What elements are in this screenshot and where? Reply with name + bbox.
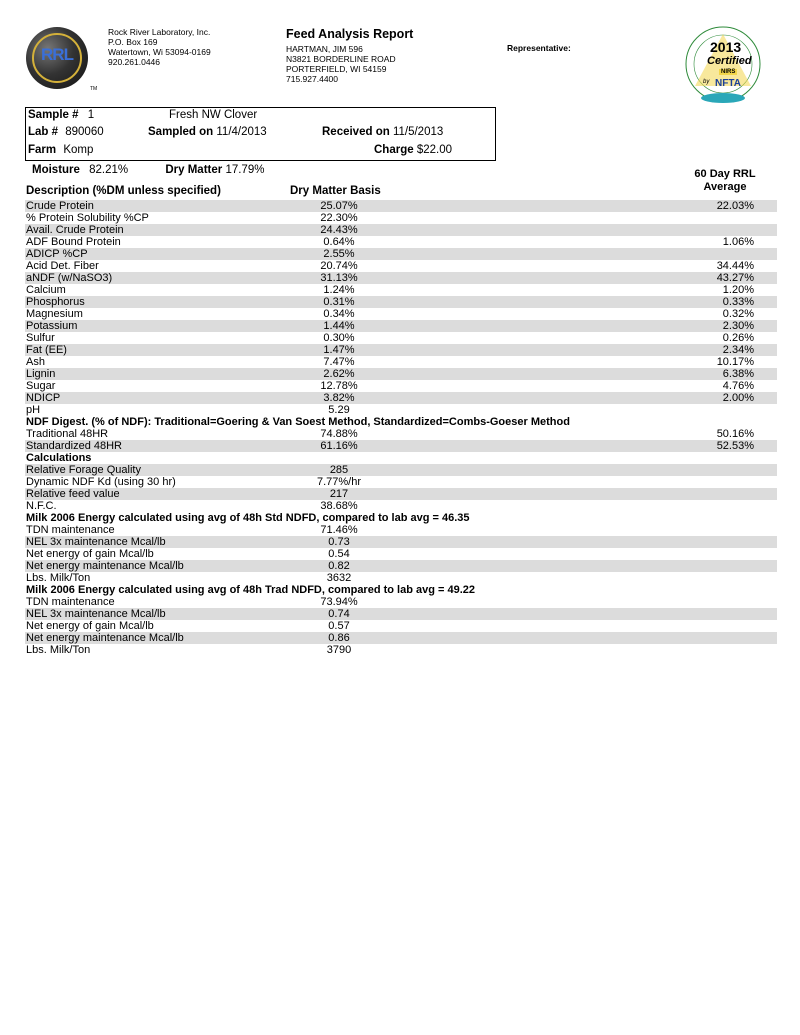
row-description: aNDF (w/NaSO3) (26, 272, 113, 284)
row-description: Sulfur (26, 332, 55, 344)
row-dry-matter-value: 3790 (326, 644, 352, 656)
row-description: Relative Forage Quality (26, 464, 141, 476)
sample-description: Fresh NW Clover (169, 109, 258, 121)
farm-row (28, 144, 493, 157)
table-row (25, 308, 777, 320)
row-rrl-average: 50.16% (716, 428, 754, 440)
row-dry-matter-value: 0.64% (323, 236, 355, 248)
row-description: Magnesium (26, 308, 83, 320)
row-rrl-average: 22.03% (716, 200, 754, 212)
table-row (25, 236, 777, 248)
dry-matter-value: 17.79% (225, 164, 265, 176)
table-row (25, 464, 777, 476)
row-description: % Protein Solubility %CP (26, 212, 149, 224)
row-rrl-average: 2.30% (722, 320, 754, 332)
lab-logo (26, 27, 88, 89)
row-description: Ash (26, 356, 45, 368)
table-row (25, 344, 777, 356)
analysis-table (25, 200, 777, 656)
row-rrl-average: 10.17% (716, 356, 754, 368)
client-address-1: N3821 BORDERLINE ROAD (286, 54, 396, 64)
row-dry-matter-value: 7.47% (323, 356, 355, 368)
row-rrl-average: 4.76% (722, 380, 754, 392)
sampled-on-label: Sampled on (148, 126, 214, 138)
charge-amount: $22.00 (416, 144, 453, 156)
sample-number: 1 (87, 109, 95, 121)
rrl-average-header-line-1: 60 Day RRL (694, 168, 756, 180)
client-address-2: PORTERFIELD, WI 54159 (286, 64, 387, 74)
row-description: Potassium (26, 320, 78, 332)
row-dry-matter-value: 1.24% (323, 284, 355, 296)
moisture-value: 82.21% (89, 164, 129, 176)
received-on-label: Received on (322, 126, 390, 138)
lab-number-label: Lab # (28, 126, 59, 138)
row-description: Avail. Crude Protein (26, 224, 124, 236)
moisture-row (32, 164, 264, 176)
table-row (25, 272, 777, 284)
row-dry-matter-value: 0.73 (328, 536, 350, 548)
row-rrl-average: 0.33% (722, 296, 754, 308)
row-dry-matter-value: 74.88% (320, 428, 358, 440)
row-dry-matter-value: 0.31% (323, 296, 355, 308)
row-description: Milk 2006 Energy calculated using avg of 48h Trad NDFD, compared to lab avg = 49.22 (26, 584, 476, 596)
row-description: TDN maintenance (26, 596, 115, 608)
row-description: TDN maintenance (26, 524, 115, 536)
moisture-label: Moisture (32, 164, 80, 176)
lab-address-2: Watertown, Wi 53094-0169 (108, 47, 211, 57)
client-info (286, 44, 396, 84)
row-dry-matter-value: 61.16% (320, 440, 358, 452)
rrl-average-header-line-2: Average (703, 181, 747, 193)
row-description: N.F.C. (26, 500, 57, 512)
client-phone: 715.927.4400 (286, 74, 338, 84)
row-description: NEL 3x maintenance Mcal/lb (26, 608, 166, 620)
sampled-on-date: 11/4/2013 (216, 126, 267, 138)
table-row (25, 476, 777, 488)
row-description: Standardized 48HR (26, 440, 123, 452)
row-description: Milk 2006 Energy calculated using avg of 48h Std NDFD, compared to lab avg = 46.35 (26, 512, 470, 524)
table-row (25, 320, 777, 332)
row-description: Lbs. Milk/Ton (26, 644, 91, 656)
row-description: Net energy of gain Mcal/lb (26, 620, 154, 632)
table-row (25, 572, 777, 584)
row-description: ADF Bound Protein (26, 236, 121, 248)
row-dry-matter-value: 12.78% (320, 380, 358, 392)
row-dry-matter-value: 0.74 (328, 608, 350, 620)
dry-matter-column-header: Dry Matter Basis (290, 185, 381, 197)
farm-label: Farm (28, 144, 57, 156)
row-description: Fat (EE) (26, 344, 67, 356)
table-row (25, 608, 777, 620)
row-dry-matter-value: 3.82% (323, 392, 355, 404)
section-heading-row (25, 416, 777, 428)
row-dry-matter-value: 22.30% (320, 212, 358, 224)
row-dry-matter-value: 24.43% (320, 224, 358, 236)
row-description: ADICP %CP (26, 248, 88, 260)
row-rrl-average: 43.27% (716, 272, 754, 284)
row-dry-matter-value: 285 (329, 464, 349, 476)
row-dry-matter-value: 0.57 (328, 620, 350, 632)
lab-address-1: P.O. Box 169 (108, 37, 158, 47)
charge-label: Charge (374, 144, 414, 156)
badge-certified: Certified (707, 55, 752, 67)
row-dry-matter-value: 20.74% (320, 260, 358, 272)
lab-number: 890060 (65, 126, 104, 138)
row-description: Acid Det. Fiber (26, 260, 99, 272)
row-dry-matter-value: 0.34% (323, 308, 355, 320)
row-description: Dynamic NDF Kd (using 30 hr) (26, 476, 176, 488)
row-rrl-average: 0.32% (722, 308, 754, 320)
row-description: NDICP (26, 392, 61, 404)
row-description: Calcium (26, 284, 66, 296)
section-heading-row (25, 452, 777, 464)
table-row (25, 368, 777, 380)
row-description: Crude Protein (26, 200, 94, 212)
row-description: Sugar (26, 380, 56, 392)
table-row (25, 500, 777, 512)
row-rrl-average: 2.34% (722, 344, 754, 356)
table-row (25, 548, 777, 560)
table-row (25, 524, 777, 536)
section-heading-row (25, 584, 777, 596)
row-description: Traditional 48HR (26, 428, 109, 440)
lab-phone: 920.261.0446 (108, 57, 160, 67)
row-description: Net energy maintenance Mcal/lb (26, 632, 184, 644)
table-row (25, 212, 777, 224)
representative-label: Representative: (507, 43, 571, 53)
table-row (25, 428, 777, 440)
row-dry-matter-value: 5.29 (328, 404, 350, 416)
row-rrl-average: 2.00% (722, 392, 754, 404)
row-dry-matter-value: 25.07% (320, 200, 358, 212)
badge-nirs: NIRS (721, 69, 736, 75)
row-dry-matter-value: 217 (329, 488, 349, 500)
table-row (25, 620, 777, 632)
row-rrl-average: 52.53% (716, 440, 754, 452)
badge-by: by (703, 79, 710, 85)
row-rrl-average: 1.20% (722, 284, 754, 296)
table-row (25, 644, 777, 656)
row-description: Net energy of gain Mcal/lb (26, 548, 154, 560)
row-dry-matter-value: 2.55% (323, 248, 355, 260)
report-title: Feed Analysis Report (286, 27, 414, 41)
table-row (25, 248, 777, 260)
row-description: NEL 3x maintenance Mcal/lb (26, 536, 166, 548)
description-column-header: Description (%DM unless specified) (26, 185, 221, 197)
row-dry-matter-value: 0.82 (328, 560, 350, 572)
table-row (25, 260, 777, 272)
sample-info-box (25, 107, 496, 161)
row-rrl-average: 0.26% (722, 332, 754, 344)
farm-name: Komp (63, 144, 94, 156)
table-row (25, 440, 777, 452)
table-row (25, 560, 777, 572)
row-description: Phosphorus (26, 296, 85, 308)
row-dry-matter-value: 31.13% (320, 272, 358, 284)
table-row (25, 284, 777, 296)
row-dry-matter-value: 0.30% (323, 332, 355, 344)
lab-info (108, 27, 211, 67)
rrl-average-header (690, 168, 760, 194)
row-description: Lignin (26, 368, 56, 380)
received-on-date: 11/5/2013 (392, 126, 444, 138)
table-row (25, 224, 777, 236)
client-name: HARTMAN, JIM 596 (286, 44, 363, 54)
logo-text: RRL (41, 45, 73, 64)
badge-year: 2013 (710, 39, 742, 55)
row-dry-matter-value: 1.44% (323, 320, 355, 332)
row-dry-matter-value: 7.77%/hr (316, 476, 362, 488)
table-row (25, 632, 777, 644)
table-row (25, 332, 777, 344)
badge-nfta: NFTA (715, 78, 741, 89)
table-row (25, 488, 777, 500)
lab-name: Rock River Laboratory, Inc. (108, 27, 211, 37)
row-dry-matter-value: 0.54 (328, 548, 350, 560)
table-row (25, 356, 777, 368)
row-description: Relative feed value (26, 488, 120, 500)
sample-label: Sample # (28, 109, 79, 121)
row-dry-matter-value: 73.94% (320, 596, 358, 608)
row-dry-matter-value: 1.47% (323, 344, 355, 356)
row-rrl-average: 6.38% (722, 368, 754, 380)
row-description: Lbs. Milk/Ton (26, 572, 91, 584)
table-row (25, 380, 777, 392)
section-heading-row (25, 512, 777, 524)
logo-trademark: TM (90, 86, 98, 92)
row-dry-matter-value: 71.46% (320, 524, 358, 536)
table-row (25, 536, 777, 548)
table-row (25, 392, 777, 404)
table-row (25, 296, 777, 308)
row-description: pH (26, 404, 41, 416)
row-dry-matter-value: 3632 (326, 572, 352, 584)
table-row (25, 404, 777, 416)
dry-matter-label: Dry Matter (165, 164, 223, 176)
row-dry-matter-value: 2.62% (323, 368, 355, 380)
row-rrl-average: 34.44% (716, 260, 754, 272)
row-description: Net energy maintenance Mcal/lb (26, 560, 184, 572)
table-row (25, 596, 777, 608)
row-description: NDF Digest. (% of NDF): Traditional=Goering & Van Soest Method, Standardized=Combs-Goeser Method (26, 416, 570, 428)
row-rrl-average: 1.06% (722, 236, 754, 248)
row-description: Calculations (26, 452, 92, 464)
lab-row (28, 126, 493, 139)
table-row (25, 200, 777, 212)
row-dry-matter-value: 0.86 (328, 632, 350, 644)
sample-row (28, 109, 258, 122)
row-dry-matter-value: 38.68% (320, 500, 358, 512)
